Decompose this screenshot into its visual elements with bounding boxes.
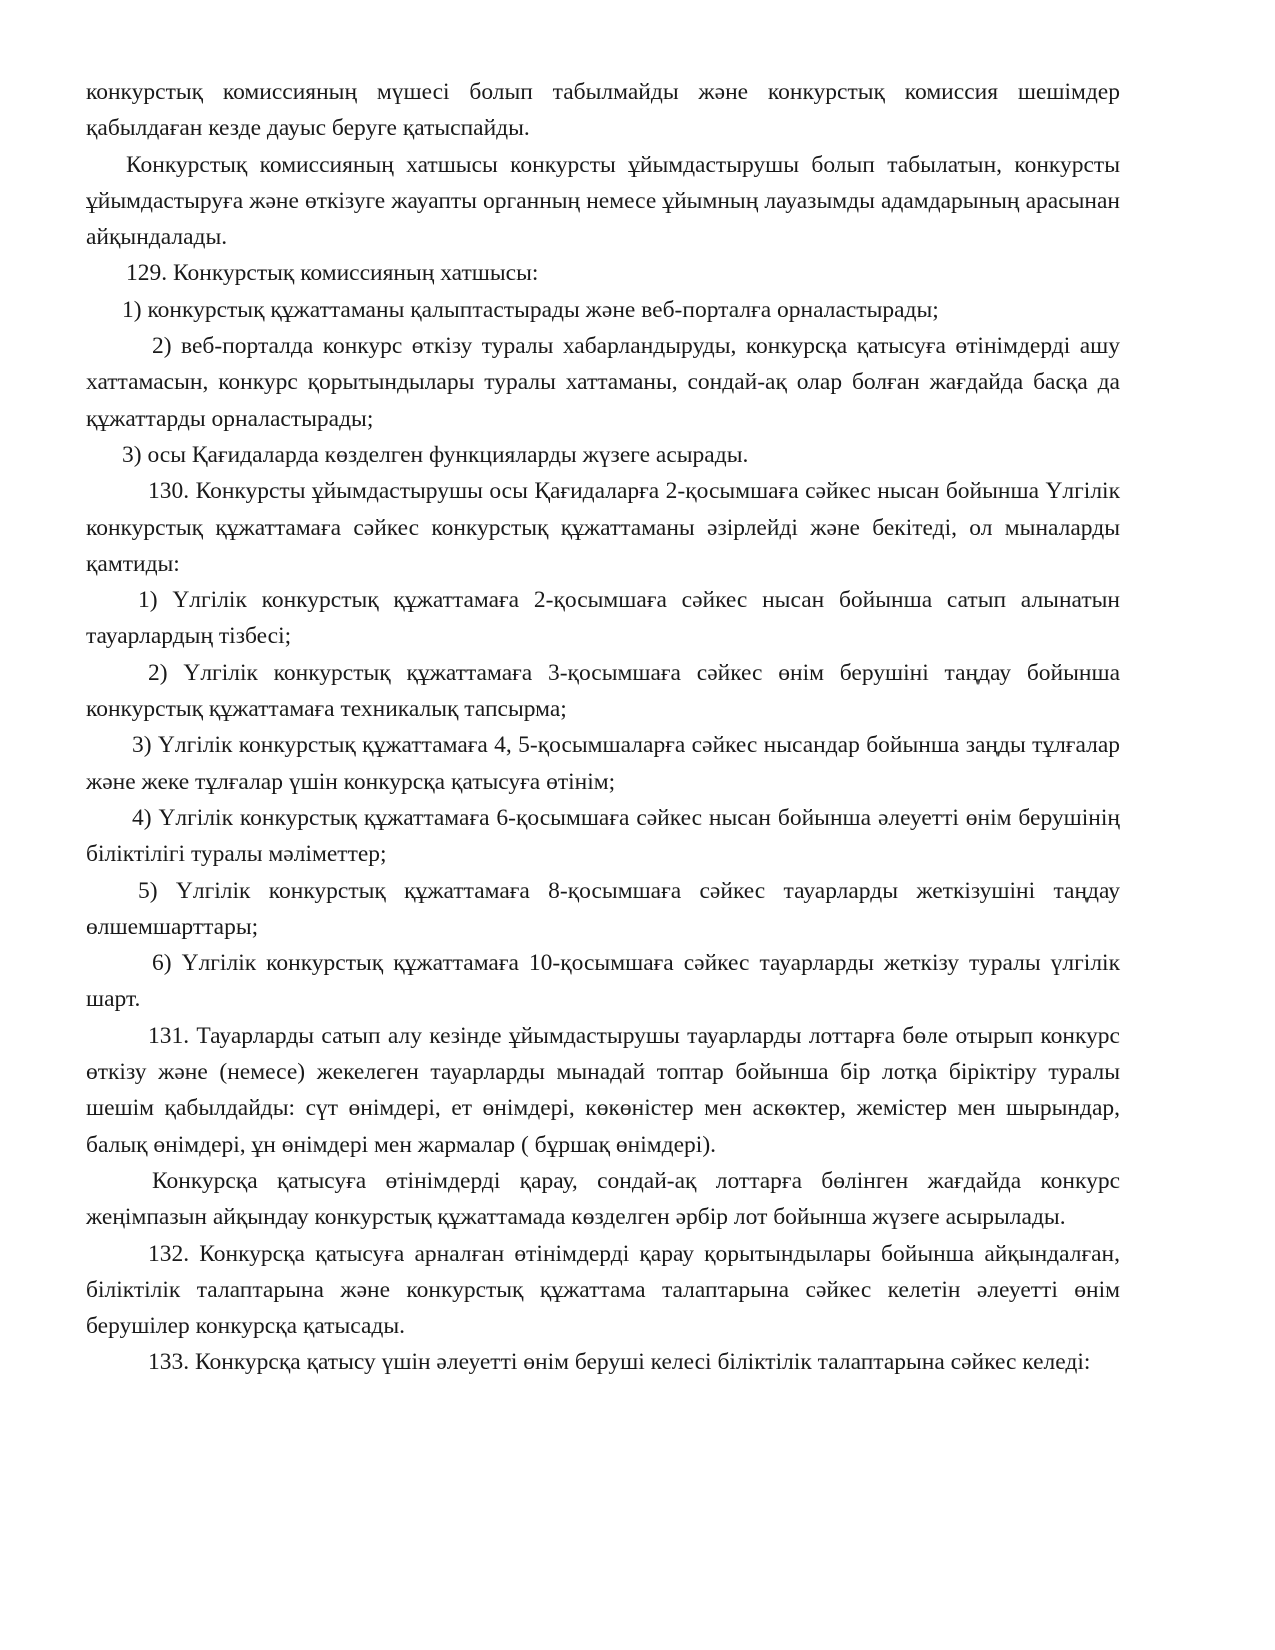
- clause-130-item-5: 5) Үлгілік конкурстық құжаттамаға 8-қосымшаға сәйкес тауарларды жеткізушіні таңдау өлшемшарттары;: [86, 877, 1120, 940]
- clause-130-item-2: 2) Үлгілік конкурстық құжаттамаға 3-қосымшаға сәйкес өнім берушіні таңдау бойынша конкурстық құжаттамаға техникалық тапсырма;: [86, 659, 1120, 723]
- clause-129-item-3: 3) осы Қағидаларда көзделген функцияларды жүзеге асырады.: [122, 441, 749, 468]
- clause-131-lots: Конкурсқа қатысуға өтінімдерді қарау, сондай-ақ лоттарға бөлінген жағдайда конкурс жеңімпазын айқындау конкурстық құжаттамада көзделген әрбір лот бойынша жүзеге асырылады.: [86, 1167, 1120, 1231]
- clause-133: 133. Конкурсқа қатысу үшін әлеуетті өнім беруші келесі біліктілік талаптарына сәйкес келеді:: [148, 1349, 1091, 1376]
- clause-130-heading: 130. Конкурсты ұйымдастырушы осы Қағидаларға 2-қосымшаға сәйкес нысан бойынша Үлгілік конкурстық құжаттамаға сәйкес конкурстық құжаттаманы әзірлейді және бекітеді, ол мыналарды қамтиды:: [86, 478, 1120, 577]
- clause-129-heading: 129. Конкурстық комиссияның хатшысы:: [126, 260, 539, 287]
- clause-130-item-4: 4) Үлгілік конкурстық құжаттамаға 6-қосымшаға сәйкес нысан бойынша әлеуетті өнім берушінің біліктілігі туралы мәліметтер;: [86, 804, 1120, 868]
- clause-129-item-1: 1) конкурстық құжаттаманы қалыптастырады және веб-порталға орналастырады;: [122, 296, 939, 323]
- clause-129-item-2: 2) веб-порталда конкурс өткізу туралы хабарландыруды, конкурсқа қатысуға өтінімдерді ашу хаттамасын, конкурс қорытындылары туралы хаттаманы, сондай-ақ олар болған жағдайда басқа да құжаттарды орналастырады;: [86, 333, 1120, 432]
- clause-132: 132. Конкурсқа қатысуға арналған өтінімдерді қарау қорытындылары бойынша айқындалған, біліктілік талаптарына және конкурстық құжаттама талаптарына сәйкес келетін әлеуетті өнім берушілер конкурсқа қатысады.: [86, 1240, 1120, 1340]
- paragraph-continuation: конкурстық комиссияның мүшесі болып табылмайды және конкурстық комиссия шешімдер қабылдаған кезде дауыс беруге қатыспайды.: [86, 79, 1120, 142]
- paragraph-secretary: Конкурстық комиссияның хатшысы конкурсты ұйымдастырушы болып табылатын, конкурсты ұйымдастыруға және өткізуге жауапты органның немесе ұйымның лауазымды адамдарының арасынан айқындалады.: [86, 151, 1120, 251]
- clause-130-item-6: 6) Үлгілік конкурстық құжаттамаға 10-қосымшаға сәйкес тауарларды жеткізу туралы үлгілік шарт.: [86, 950, 1120, 1013]
- clause-130-item-1: 1) Үлгілік конкурстық құжаттамаға 2-қосымшаға сәйкес нысан бойынша сатып алынатын тауарлардың тізбесі;: [86, 587, 1120, 650]
- document-page: [86, 74, 1120, 1381]
- clause-130-item-3: 3) Үлгілік конкурстық құжаттамаға 4, 5-қосымшаларға сәйкес нысандар бойынша заңды тұлғалар және жеке тұлғалар үшін конкурсқа қатысуға өтінім;: [86, 732, 1120, 795]
- clause-131: 131. Тауарларды сатып алу кезінде ұйымдастырушы тауарларды лоттарға бөле отырып конкурс өткізу және (немесе) жекелеген тауарларды мынадай топтар бойынша бір лотқа біріктіру туралы шешім қабылдайды: сүт өнімдері, ет өнімдері, көкөністер мен аскөктер, жемістер мен шырындар, балық өнімдері, ұн өнімдері мен жармалар ( бұршақ өнімдері).: [86, 1022, 1120, 1158]
